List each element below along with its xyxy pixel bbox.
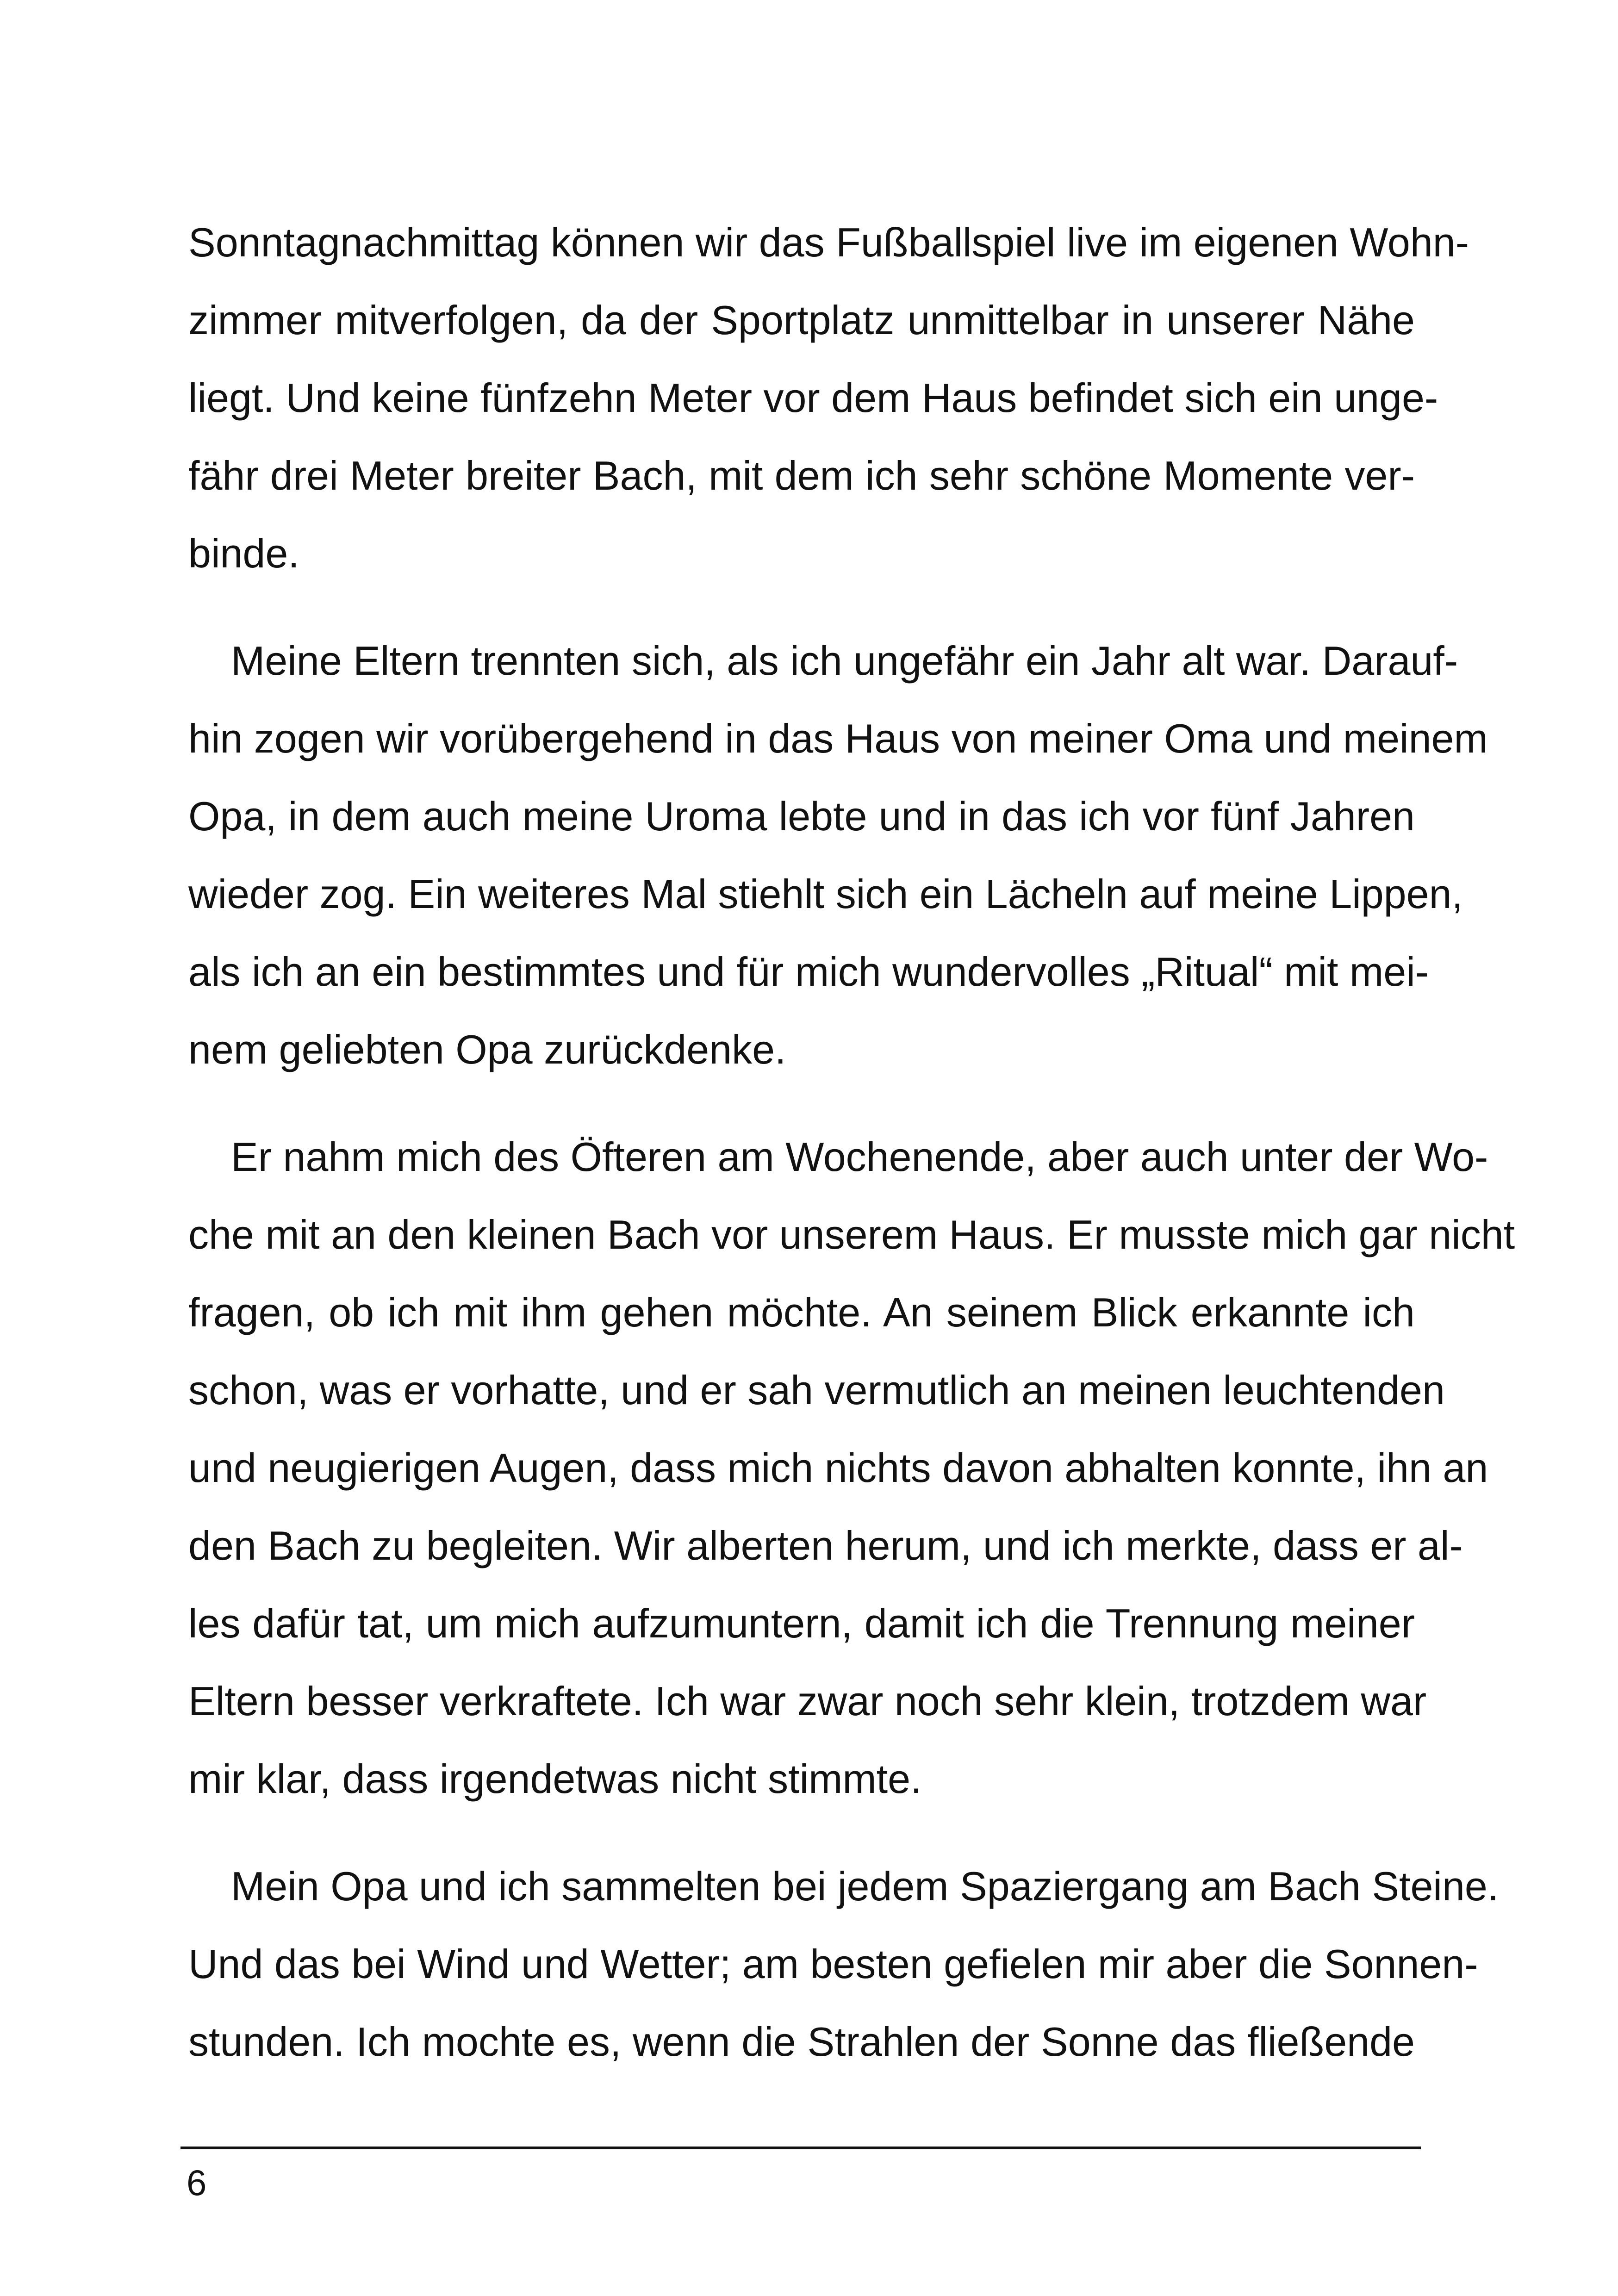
text-line: Meine Eltern trennten sich, als ich ungefähr ein Jahr alt war. Darauf- xyxy=(231,638,1458,684)
text-line: Mein Opa und ich sammelten bei jedem Spaziergang am Bach Steine. xyxy=(231,1863,1499,1909)
text-line: les dafür tat, um mich aufzumuntern, damit ich die Trennung meiner xyxy=(188,1600,1415,1646)
page-body xyxy=(188,204,1515,2081)
text-line: wieder zog. Ein weiteres Mal stiehlt sich ein Lächeln auf meine Lippen, xyxy=(188,871,1463,917)
paragraph-2 xyxy=(188,622,1488,1089)
text-line: fähr drei Meter breiter Bach, mit dem ich sehr schöne Momente ver- xyxy=(188,453,1415,498)
text-line: Und das bei Wind und Wetter; am besten gefielen mir aber die Sonnen- xyxy=(188,1941,1478,1987)
text-line: als ich an ein bestimmtes und für mich wundervolles „Ritual“ mit mei- xyxy=(188,949,1429,995)
text-line: nem geliebten Opa zurückdenke. xyxy=(188,1027,786,1072)
text-line: zimmer mitverfolgen, da der Sportplatz unmittelbar in unserer Nähe xyxy=(188,297,1415,343)
text-line: und neugierigen Augen, dass mich nichts davon abhalten konnte, ihn an xyxy=(188,1445,1488,1491)
footer-rule xyxy=(180,2147,1421,2149)
text-line: Eltern besser verkraftete. Ich war zwar noch sehr klein, trotzdem war xyxy=(188,1678,1427,1724)
paragraph-4 xyxy=(188,1848,1499,2081)
text-line: stunden. Ich mochte es, wenn die Strahlen der Sonne das fließende xyxy=(188,2019,1415,2065)
text-line: fragen, ob ich mit ihm gehen möchte. An seinem Blick erkannte ich xyxy=(188,1289,1415,1335)
paragraph-gap xyxy=(188,1818,1415,1848)
paragraph-3 xyxy=(188,1118,1515,1818)
text-line: mir klar, dass irgendetwas nicht stimmte. xyxy=(188,1756,922,1802)
text-line: hin zogen wir vorübergehend in das Haus von meiner Oma und meinem xyxy=(188,716,1488,761)
text-line: liegt. Und keine fünfzehn Meter vor dem Haus befindet sich ein unge- xyxy=(188,375,1438,421)
text-line: den Bach zu begleiten. Wir alberten herum, und ich merkte, dass er al- xyxy=(188,1523,1463,1568)
text-line: schon, was er vorhatte, und er sah vermutlich an meinen leuchtenden xyxy=(188,1367,1445,1413)
text-line: Sonntagnachmittag können wir das Fußballspiel live im eigenen Wohn- xyxy=(188,219,1469,265)
paragraph-gap xyxy=(188,592,1415,622)
text-line: Er nahm mich des Öfteren am Wochenende, aber auch unter der Wo- xyxy=(231,1134,1488,1180)
text-line: binde. xyxy=(188,530,299,576)
page-number: 6 xyxy=(187,2162,207,2203)
paragraph-gap xyxy=(188,1089,1415,1118)
paragraph-1 xyxy=(188,204,1469,592)
text-line: che mit an den kleinen Bach vor unserem Haus. Er musste mich gar nicht xyxy=(188,1212,1515,1257)
text-line: Opa, in dem auch meine Uroma lebte und in das ich vor fünf Jahren xyxy=(188,793,1415,839)
